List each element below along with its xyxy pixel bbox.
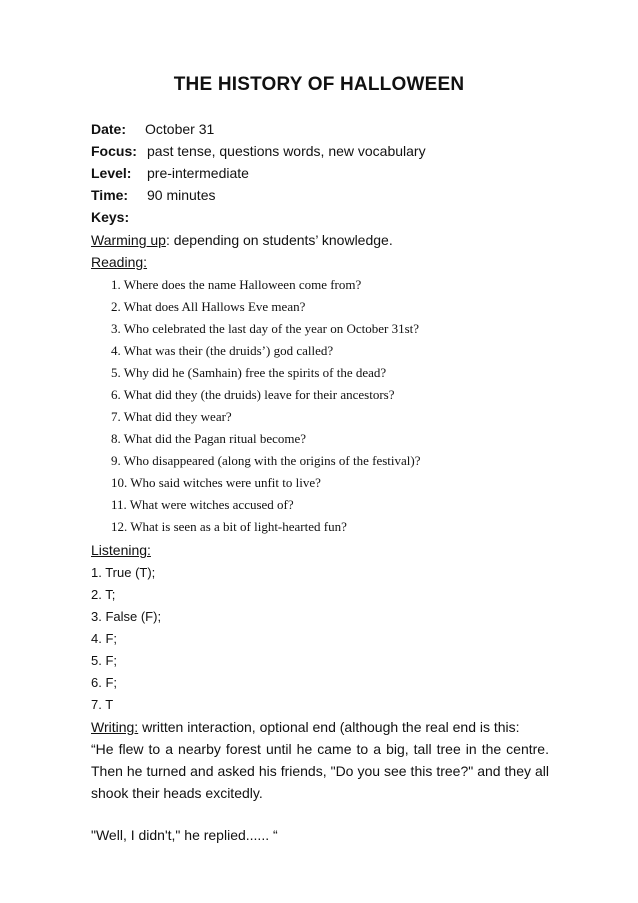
writing-intro: written interaction, optional end (although the real end is this: xyxy=(138,719,520,735)
reading-label: Reading: xyxy=(91,254,148,270)
level-row xyxy=(91,164,249,182)
reading-question: 5. Why did he (Samhain) free the spirits of the dead? xyxy=(111,365,387,380)
writing-label: Writing: xyxy=(91,719,139,735)
reading-question: 1. Where does the name Halloween come from? xyxy=(111,277,362,292)
focus-value: past tense, questions words, new vocabulary xyxy=(147,143,426,159)
page-title: THE HISTORY OF HALLOWEEN xyxy=(173,74,465,95)
date-value: October 31 xyxy=(145,121,215,137)
date-label: Date: xyxy=(91,121,127,137)
listening-answer: 2. T; xyxy=(91,587,116,602)
listening-answer: 7. T xyxy=(91,697,114,712)
time-row xyxy=(91,186,215,204)
writing-last-line: "Well, I didn't," he replied...... “ xyxy=(91,827,278,843)
reading-question: 3. Who celebrated the last day of the year on October 31st? xyxy=(111,321,420,336)
listening-answer: 4. F; xyxy=(91,631,118,646)
reading-question: 6. What did they (the druids) leave for their ancestors? xyxy=(111,387,395,402)
reading-question: 9. Who disappeared (along with the origins of the festival)? xyxy=(111,453,421,468)
listening-row xyxy=(91,541,151,559)
level-label: Level: xyxy=(91,165,132,181)
time-value: 90 minutes xyxy=(147,187,216,203)
reading-question: 7. What did they wear? xyxy=(111,409,232,424)
time-label: Time: xyxy=(91,187,129,203)
focus-row xyxy=(91,142,426,160)
reading-question: 8. What did the Pagan ritual become? xyxy=(111,431,307,446)
reading-question: 4. What was their (the druids’) god called? xyxy=(111,343,334,358)
keys-label: Keys: xyxy=(91,209,130,225)
listening-label: Listening: xyxy=(91,542,151,558)
warming-label: Warming up xyxy=(91,232,166,248)
reading-question: 10. Who said witches were unfit to live? xyxy=(111,475,321,490)
writing-quote: “He flew to a nearby forest until he came to a big, tall tree in the centre. Then he turned and asked his friends, "Do you see this tree?" and they all shook their heads excitedly. xyxy=(91,741,549,801)
warming-row xyxy=(91,231,393,249)
listening-answer: 1. True (T); xyxy=(91,565,156,580)
listening-answer: 5. F; xyxy=(91,653,118,668)
listening-answer: 6. F; xyxy=(91,675,118,690)
level-value: pre-intermediate xyxy=(147,165,249,181)
date-row xyxy=(91,120,214,138)
warming-text: : depending on students’ knowledge. xyxy=(165,232,393,248)
reading-row xyxy=(91,253,147,271)
reading-question: 11. What were witches accused of? xyxy=(111,497,294,512)
writing-row xyxy=(91,718,520,736)
reading-question: 2. What does All Hallows Eve mean? xyxy=(111,299,306,314)
listening-answer: 3. False (F); xyxy=(91,609,162,624)
reading-question: 12. What is seen as a bit of light-hearted fun? xyxy=(111,519,347,534)
focus-label: Focus: xyxy=(91,143,137,159)
keys-row xyxy=(91,208,129,226)
